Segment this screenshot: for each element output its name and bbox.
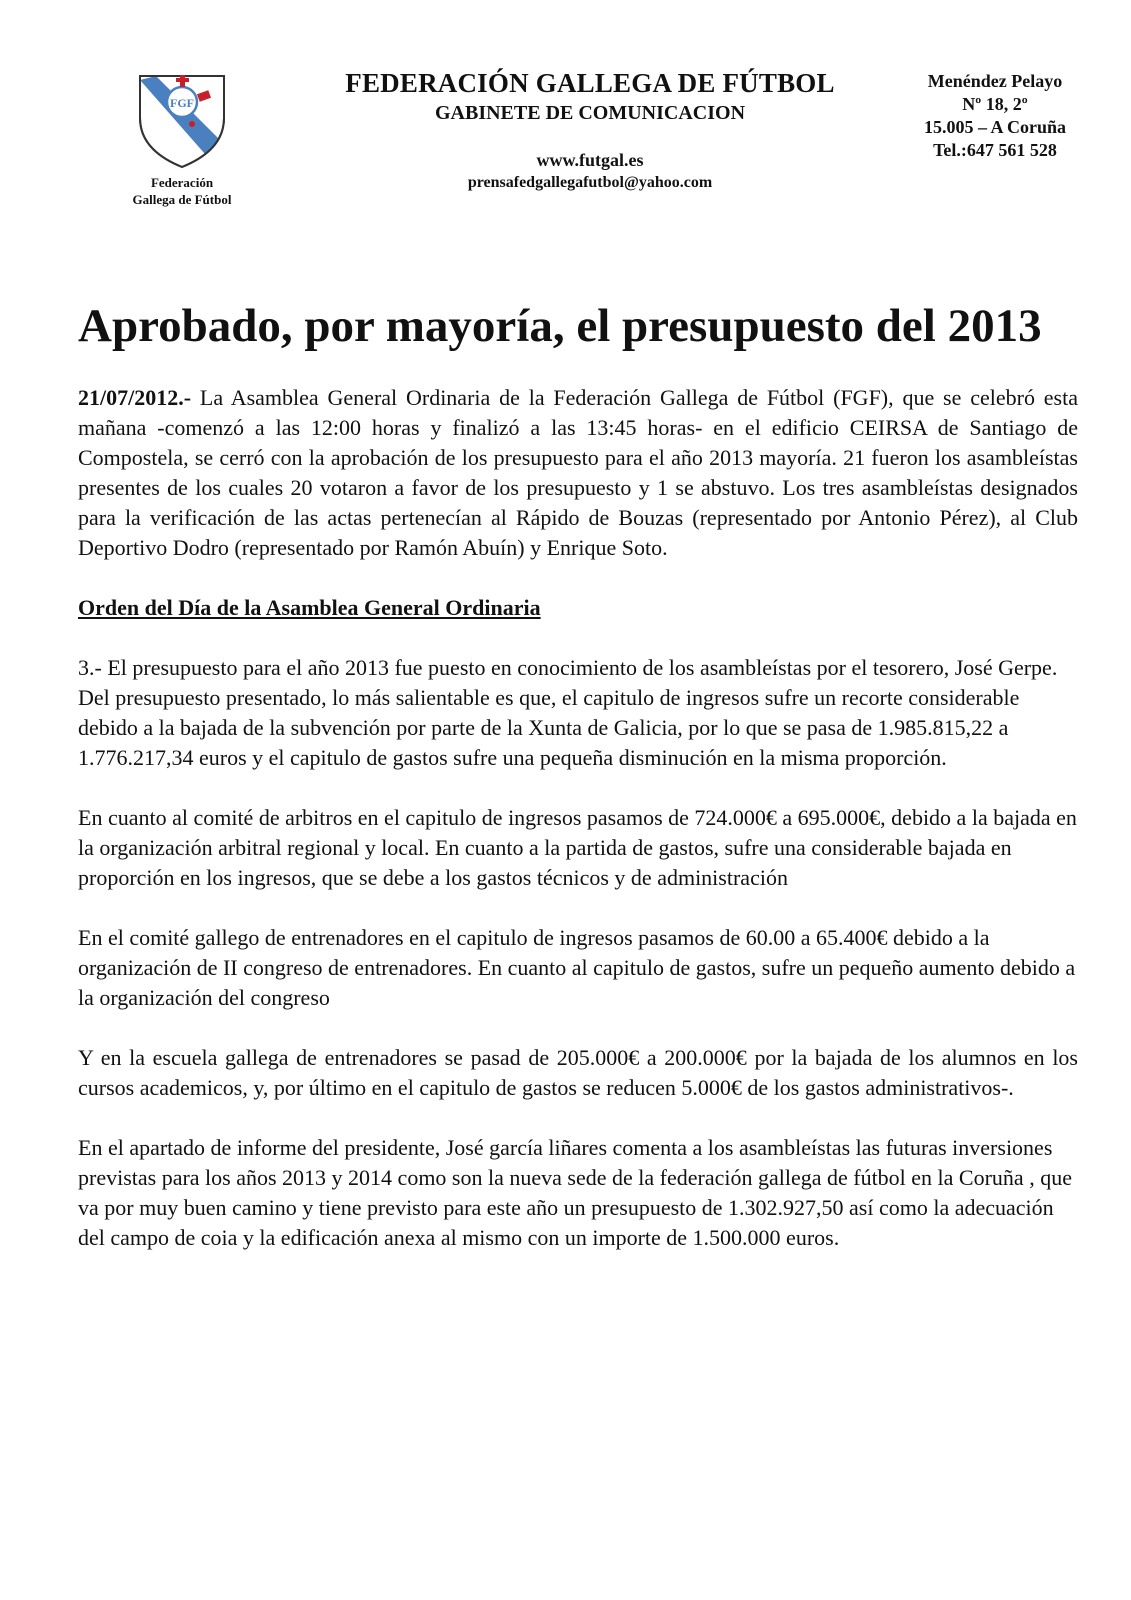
organization-title: FEDERACIÓN GALLEGA DE FÚTBOL — [345, 68, 835, 98]
letterhead — [0, 0, 1131, 230]
budget-paragraph: Del presupuesto presentado, lo más salientable es que, el capitulo de ingresos sufre un recorte considerable debido a la bajada de la subvención por parte de la Xunta de Galicia, por lo que se pasa de 1.985.815,22 a 1.776.217,34 euros y el capitulo de gastos sufre una pequeña disminución en la misma proporción. — [78, 685, 1020, 770]
logo-initials: FGF — [170, 96, 194, 110]
section-heading: Orden del Día de la Asamblea General Ordinaria — [78, 595, 541, 620]
dateline: 21/07/2012.- — [78, 385, 192, 410]
logo-caption-line: Federación — [150, 175, 214, 190]
article-headline: Aprobado, por mayoría, el presupuesto del 2013 — [78, 300, 1042, 352]
referees-paragraph: En cuanto al comité de arbitros en el capitulo de ingresos pasamos de 724.000€ a 695.000€, debido a la bajada en la organización arbitral regional y local. En cuanto a la partida de gastos, sufre una considerable bajada en proporción en los ingresos, que se debe a los gastos técnicos y de administración — [78, 805, 1077, 890]
coaching-school-paragraph: Y en la escuela gallega de entrenadores se pasad de 205.000€ a 200.000€ por la bajada de los alumnos en los cursos academicos, y, por último en el capitulo de gastos se reducen 5.000€ de los gastos administrativos-. — [78, 1045, 1078, 1100]
shield-emblem-icon — [136, 70, 228, 170]
address-line: Menéndez Pelayo — [927, 71, 1063, 91]
phone-number: Tel.:647 561 528 — [933, 140, 1057, 160]
logo-caption-line: Gallega de Fútbol — [132, 192, 232, 207]
coaches-committee-paragraph: En el comité gallego de entrenadores en el capitulo de ingresos pasamos de 60.00 a 65.400€ debido a la organización de II congreso de entrenadores. En cuanto al capitulo de gastos, sufre un pequeño aumento debido a la organización del congreso — [78, 925, 1076, 1010]
intro-text: La Asamblea General Ordinaria de la Federación Gallega de Fútbol (FGF), que se celebró esta mañana -comenzó a las 12:00 horas y finalizó a las 13:45 horas- en el edificio CEIRSA de Santiago de Compostela, se cerró con la aprobación de los presupuesto para el año 2013 mayoría. 21 fueron los asambleístas presentes de los cuales 20 votaron a favor de los presupuesto y 1 se abstuvo. Los tres asambleístas designados para la verificación de las actas pertenecían al Rápido de Bouzas (representado por Antonio Pérez), al Club Deportivo Dodro (representado por Ramón Abuín) y Enrique Soto. — [78, 385, 1078, 560]
agenda-point-3: 3.- El presupuesto para el año 2013 fue puesto en conocimiento de los asambleístas por el tesorero, José Gerpe. — [78, 655, 1058, 680]
email-link[interactable]: prensafedgallegafutbol@yahoo.com — [467, 174, 713, 191]
organization-info — [300, 66, 880, 193]
logo-caption — [112, 174, 252, 208]
president-report-paragraph: En el apartado de informe del presidente, José garcía liñares comenta a los asambleístas las futuras inversiones previstas para los años 2013 y 2014 como son la nueva sede de la federación gallega de fútbol en la Coruña , que va por muy buen camino y tiene previsto para este año un presupuesto de 1.302.927,50 así como la adecuación del campo de coia y la edificación anexa al mismo con un importe de 1.500.000 euros. — [78, 1135, 1072, 1250]
organization-subtitle: GABINETE DE COMUNICACION — [434, 102, 746, 124]
address-line: 15.005 – A Coruña — [923, 117, 1067, 137]
article-body — [78, 383, 1078, 1253]
address-line: Nº 18, 2º — [962, 94, 1028, 114]
address-block — [880, 70, 1110, 162]
intro-paragraph — [78, 383, 1078, 563]
website-link[interactable]: www.futgal.es — [536, 150, 644, 170]
federation-logo — [112, 70, 252, 208]
